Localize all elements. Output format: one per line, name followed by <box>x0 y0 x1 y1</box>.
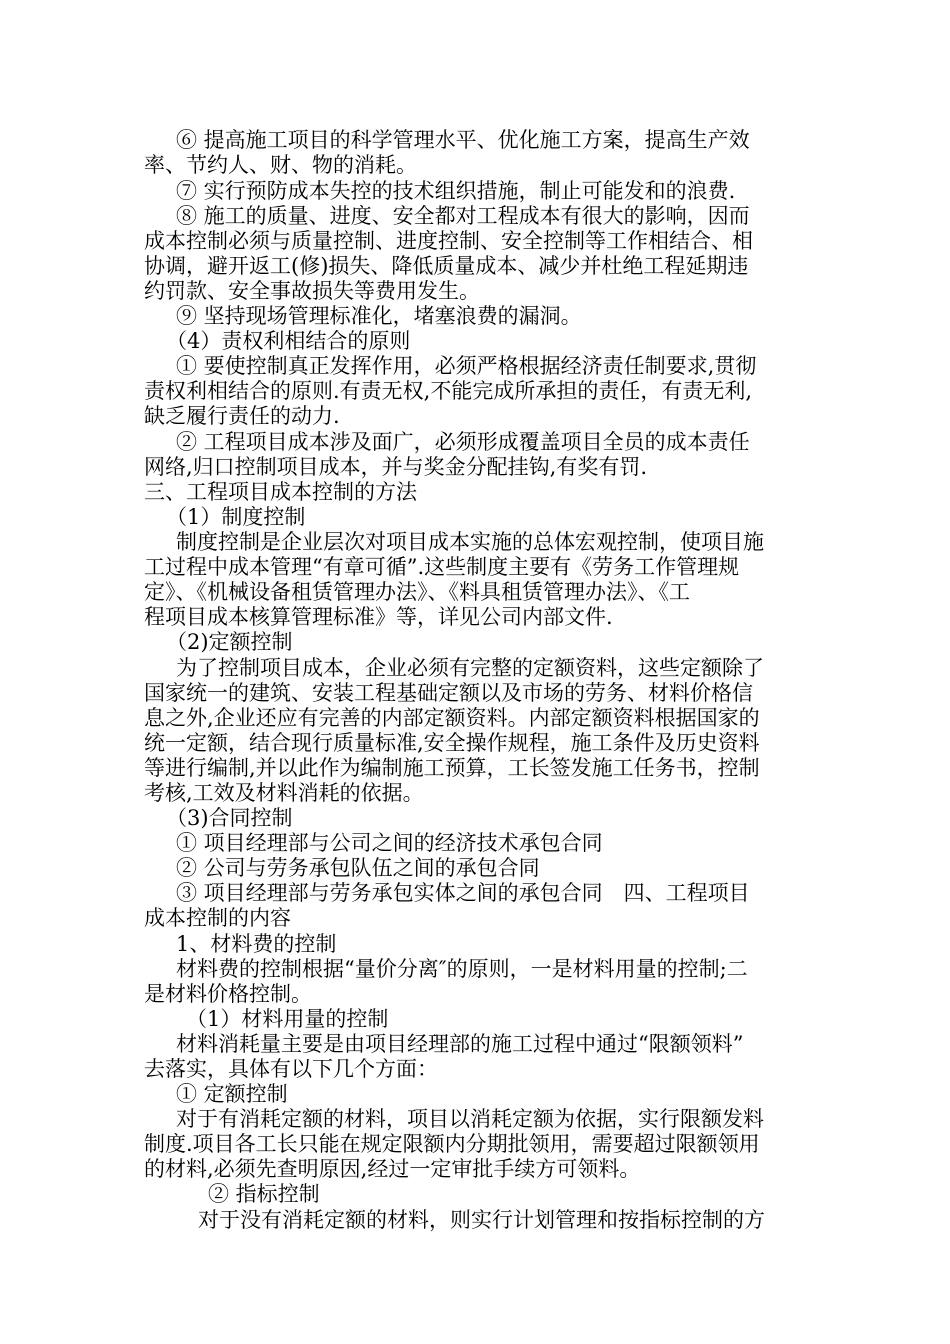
text-line: 约罚款、安全事故损失等费用发生。 <box>144 279 480 303</box>
text-line: ① 要使控制真正发挥作用，必须严格根据经济责任制要求,贯彻 <box>176 354 757 378</box>
section-heading: 1、材料费的控制 <box>176 932 337 956</box>
text-line: 息之外,企业还应有完善的内部定额资料。内部定额资料根据国家的 <box>144 706 760 730</box>
text-line: ⑦ 实行预防成本失控的技术组织措施，制止可能发和的浪费. <box>176 179 736 203</box>
text-line: ⑧ 施工的质量、进度、安全都对工程成本有很大的影响，因而 <box>176 204 750 228</box>
text-line: ⑥ 提高施工项目的科学管理水平、优化施工方案，提高生产效 <box>176 128 750 152</box>
text-line: 程项目成本核算管理标准》等，详见公司内部文件. <box>144 605 613 629</box>
text-line: 考核,工效及材料消耗的依据。 <box>144 781 424 805</box>
text-line: 责权利相结合的原则.有责无权,不能完成所承担的责任，有责无利, <box>144 379 753 403</box>
text-line: 为了控制项目成本，企业必须有完整的定额资料，这些定额除了 <box>176 656 764 680</box>
text-line: ① 项目经理部与公司之间的经济技术承包合同 <box>176 831 603 855</box>
text-line: 对于没有消耗定额的材料，则实行计划管理和按指标控制的方 <box>198 1208 765 1232</box>
text-line: 制度控制是企业层次对项目成本实施的总体宏观控制，使项目施 <box>176 530 764 554</box>
text-line: ③ 项目经理部与劳务承包实体之间的承包合同 四、工程项目 <box>176 881 750 905</box>
text-line: 缺乏履行责任的动力. <box>144 404 340 428</box>
section-heading: （3)合同控制 <box>166 806 293 830</box>
text-line: ② 公司与劳务承包队伍之间的承包合同 <box>176 856 540 880</box>
text-line: 等进行编制,并以此作为编制施工预算，工长签发施工任务书，控制 <box>144 756 760 780</box>
text-line: 材料消耗量主要是由项目经理部的施工过程中通过“限额领料” <box>176 1032 744 1056</box>
text-line: 材料费的控制根据“量价分离″的原则，一是材料用量的控制;二 <box>176 957 748 981</box>
section-heading: ② 指标控制 <box>208 1182 320 1206</box>
text-line: 网络,归口控制项目成本，并与奖金分配挂钩,有奖有罚. <box>144 455 648 479</box>
text-line: ② 工程项目成本涉及面广，必须形成覆盖项目全员的成本责任 <box>176 430 750 454</box>
text-line: 的材料,必须先查明原因,经过一定审批手续方可领料。 <box>144 1157 641 1181</box>
text-line: 率、节约人、财、物的消耗。 <box>144 153 417 177</box>
text-line: 是材料价格控制。 <box>144 982 312 1006</box>
text-line: 工过程中成本管理“有章可循”.这些制度主要有《劳务工作管理规 <box>144 555 740 579</box>
text-line: 制度.项目各工长只能在规定限额内分期批领用，需要超过限额领用 <box>144 1132 760 1156</box>
text-line: 去落实，具体有以下几个方面： <box>144 1057 438 1081</box>
text-line: 成本控制必须与质量控制、进度控制、安全控制等工作相结合、相 <box>144 229 753 253</box>
text-line: 成本控制的内容 <box>144 906 291 930</box>
text-line: 定》、《机械设备租赁管理办法》、《料具租赁管理办法》、《工 <box>144 580 690 604</box>
section-heading: ① 定额控制 <box>176 1082 288 1106</box>
text-line: 协调，避开返工(修)损失、降低质量成本、减少并杜绝工程延期违 <box>144 254 749 278</box>
text-line: 国家统一的建筑、安装工程基础定额以及市场的劳务、材料价格信 <box>144 681 753 705</box>
section-heading: （1）制度控制 <box>166 505 306 529</box>
section-heading: （4）责权利相结合的原则 <box>166 329 411 353</box>
section-heading: （1）材料用量的控制 <box>186 1007 389 1031</box>
text-line: 对于有消耗定额的材料，项目以消耗定额为依据，实行限额发料 <box>176 1107 764 1131</box>
section-heading: （2)定额控制 <box>166 630 293 654</box>
section-heading: 三、工程项目成本控制的方法 <box>144 480 417 504</box>
text-line: 统一定额，结合现行质量标准,安全操作规程，施工条件及历史资料 <box>144 731 760 755</box>
text-line: ⑨ 坚持现场管理标准化，堵塞浪费的漏洞。 <box>176 304 582 328</box>
